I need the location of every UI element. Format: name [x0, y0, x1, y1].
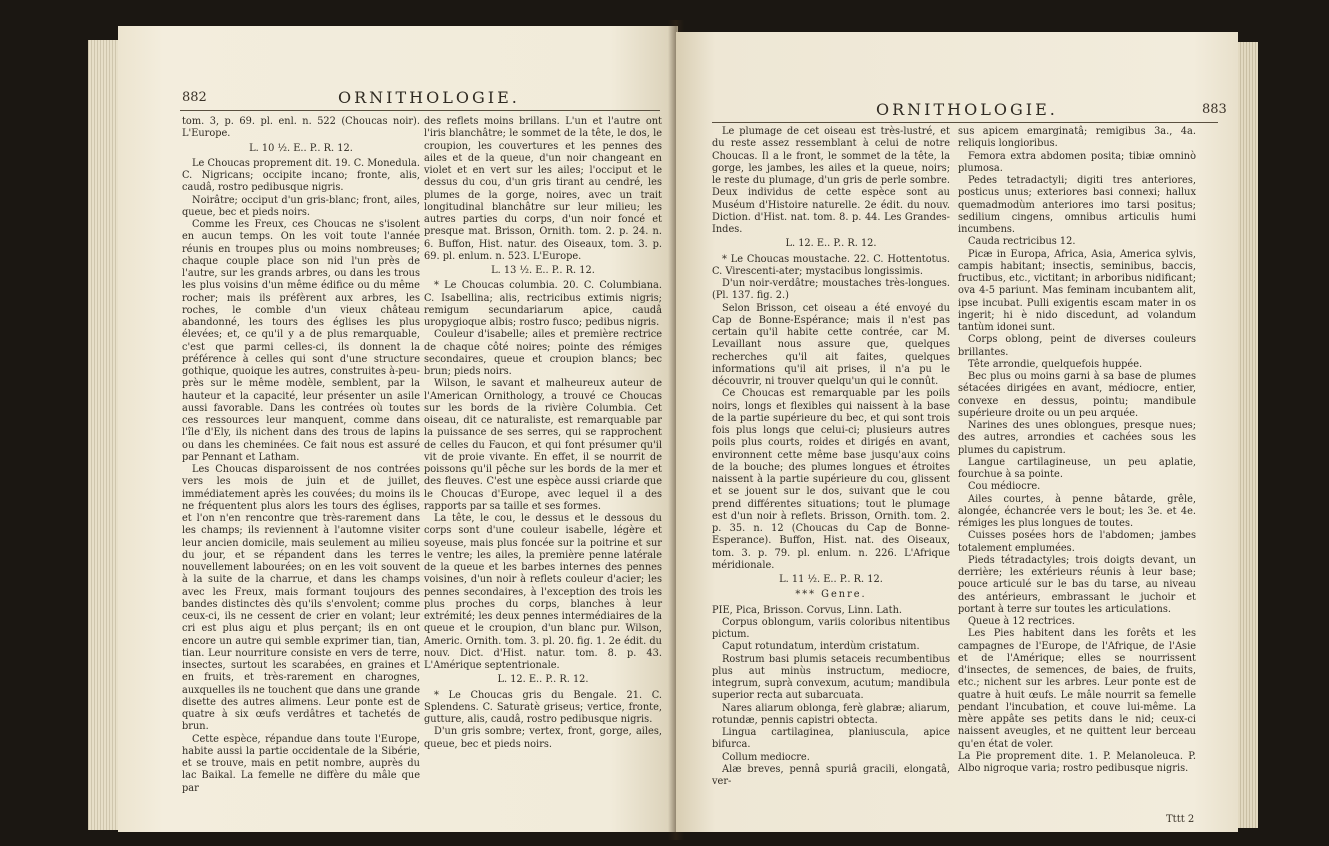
c3-latin-char: Lingua cartilaginea, planiuscula, apice bifurca.	[712, 727, 950, 751]
c4-text: Langue cartilagineuse, un peu aplatie, fourchue à sa pointe.	[958, 456, 1196, 480]
c1-text: Cette espèce, répandue dans toute l'Europe, habite aussi la partie occidentale de la Sibérie, et se trouve, mais en petit nombre, auprès du lac Baikal. La femelle ne diffère du mâle que par	[182, 733, 420, 794]
left-running-head: ORNITHOLOGIE.	[338, 88, 520, 107]
right-running-head: ORNITHOLOGIE.	[876, 100, 1058, 119]
c1-text: Comme les Freux, ces Choucas ne s'isolent en aucun temps. On les voit toute l'année réunis en troupes plus ou moins nombreuses; chaque couple place son nid l'un près de l'autre, sur les grands arbres, ou dans les trous les plus voisins d'un même édifice ou du même rocher; mais ils préfèrent aux arbres, les roches, le comble d'un vieux château abandonné, les tours des églises les plus élevées; et, ce qu'il y a de plus remarquable, c'est que parmi celles-ci, ils donnent la préférence à celles qui sont d'une structure gothique, quoique les autres, construites à-peu-près sur le même modèle, semblent, par la hauteur et la capacité, leur présenter un asile aussi favorable. Dans les contrées où toutes ces ressources leur manquent, comme dans l'île d'Ely, ils nichent dans des trous de lapins ou dans les cheminées. Ce fait nous est assuré par Pennant et Latham.	[182, 219, 420, 463]
c2-text: La tête, le cou, le dessus et le dessous du corps sont d'une couleur isabelle, légère et soyeuse, mais plus foncée sur la poitrine et sur le ventre; les ailes, la première penne latérale de la queue et les barbes internes des pennes voisines, d'un noir à reflets couleur d'acier; les pennes secondaires, à l'exception des trois les plus proches du corps, blanches à leur extrémité; les deux pennes intermédiaires de la queue et le croupion, d'un blanc pur. Wilson, Americ. Ornith. tom. 3. pl. 20. fig. 1. 2e édit. du nouv. Dict. d'Hist. natur. tom. 8. p. 43. L'Amérique septentrionale.	[424, 513, 662, 671]
c3-measure: L. 11 ½. E.. P.. R. 12.	[779, 574, 883, 585]
genus-name: PIE, Pica, Brisson. Corvus, Linn. Lath.	[712, 604, 903, 616]
c4-text: Femora extra abdomen posita; tibiæ omninò plumosa.	[958, 150, 1196, 174]
c3-latin-char: Caput rotundatum, interdùm cristatum.	[722, 641, 920, 653]
left-page	[118, 26, 678, 832]
c1-text: Noirâtre; occiput d'un gris-blanc; front, ailes, queue, bec et pieds noirs.	[182, 194, 420, 218]
c4-text: Tête arrondie, quelquefois huppée.	[968, 358, 1143, 370]
c4-text: Corps oblong, peint de diverses couleurs brillantes.	[958, 334, 1196, 358]
c3-latin-char: Nares aliarum oblonga, ferè glabræ; aliarum, rotundæ, pennis capistri obtecta.	[712, 702, 950, 726]
c3-text: Le plumage de cet oiseau est très-lustré, et du reste assez ressemblant à celui de notre Choucas. Il a le front, le sommet de la tête, la gorge, les jambes, les ailes et la queue, noirs; le reste du plumage, d'un gris de perle sombre. Deux individus de cette espèce sont au Muséum d'Histoire naturelle. 2e édit. du nouv. Diction. d'Hist. nat. tom. 8. p. 44. Les Grandes-Indes.	[712, 126, 950, 235]
c3-text: D'un noir-verdâtre; moustaches très-longues. (Pl. 137. fig. 2.)	[712, 278, 950, 302]
c2-text: Couleur d'isabelle; ailes et première rectrice de chaque côté noires; pointe des rémiges secondaires, queue et croupion blancs; bec brun; pieds noirs.	[424, 329, 662, 377]
c3-latin-char: Corpus oblongum, variis coloribus nitentibus pictum.	[712, 616, 950, 640]
left-page-number: 882	[182, 90, 207, 105]
c4-text: Bec plus ou moins garni à sa base de plumes sétacées dirigées en avant, médiocre, entier, convexe en dessus, pointu; mandibule supérieure droite ou un peu arquée.	[958, 371, 1196, 419]
c4-text: Pieds tétradactyles; trois doigts devant, un derrière; les extérieurs réunis à leur base; pouce articulé sur le bas du tarse, au niveau des antérieurs, embrassant le juchoir et portant à terre sur toutes les articulations.	[958, 554, 1196, 615]
signature-mark: Tttt 2	[1166, 814, 1195, 825]
c4-text: Cauda rectricibus 12.	[968, 236, 1076, 248]
c4-text: sus apicem emarginatâ; remigibus 3a., 4a. reliquis longioribus.	[958, 126, 1196, 150]
c4-text: Pedes tetradactyli; digiti tres anteriores, posticus unus; exteriores basi connexi; hallux quemadmodùm anteriores imo tarsi positus; sedilium cingens, omnibus articulis humi incumbens.	[958, 175, 1196, 235]
c1-text: tom. 3, p. 69. pl. enl. n. 522 (Choucas noir). L'Europe.	[182, 116, 420, 140]
c4-species-heading: La Pie proprement dite. 1. P. Melanoleuca. P. Albo nigroque varia; rostro pedibusque nigris.	[958, 750, 1196, 774]
right-head-rule	[712, 122, 1218, 123]
c4-text: Cou médiocre.	[968, 481, 1041, 493]
c2-measure: L. 12. E.. P.. R. 12.	[497, 674, 589, 686]
right-page-number: 883	[1202, 102, 1227, 117]
c4-text: Les Pies habitent dans les forêts et les campagnes de l'Europe, de l'Afrique, de l'Asie et de l'Amérique; elles se nourrissent d'insectes, de semences, de baies, de fruits, etc.; nichent sur les arbres. Leur ponte est de quatre à huit œufs. Le mâle nourrit sa femelle pendant l'incubation, et couve lui-même. La mère appâte ses petits dans le nid; ceux-ci naissent aveugles, et ne quittent leur berceau qu'en état de voler.	[958, 628, 1196, 750]
c3-measure: L. 12. E.. P.. R. 12.	[785, 238, 877, 250]
right-column-1	[712, 126, 950, 788]
c2-text: des reflets moins brillans. L'un et l'autre ont l'iris blanchâtre; le sommet de la tête, le dos, le croupion, les couvertures et les pennes des ailes et de la queue, d'un noir changeant en violet et en vert sur les ailes; l'occiput et le dessus du cou, d'un gris tirant au cendré, les plumes de la gorge, noires, avec un trait longitudinal blanchâtre sur leur milieu; les autres parties du corps, d'un noir foncé et presque mat. Brisson, Ornith. tom. 2. p. 24. n. 6. Buffon, Hist. natur. des Oiseaux, tom. 3. p. 69. pl. enlum. n. 523. L'Europe.	[424, 116, 662, 262]
c3-species-heading: * Le Choucas moustache. 22. C. Hottentotus. C. Virescenti-ater; mystacibus longissimis.	[712, 253, 950, 277]
c2-text: Wilson, le savant et malheureux auteur de l'American Ornithology, a trouvé ce Choucas sur les bords de la rivière Columbia. Cet oiseau, dit ce naturaliste, est remarquable par la puissance de ses serres, qui se rapprochent de celles du Faucon, et qui font présumer qu'il vit de proie vivante. En effet, il se nourrit de poissons qu'il pêche sur les bords de la mer et des fleuves. C'est une espèce aussi criarde que le Choucas d'Europe, avec lequel il a des rapports par sa taille et ses formes.	[424, 378, 662, 512]
genus-heading: *** Genre.	[795, 589, 867, 601]
c3-latin-char: Rostrum basi plumis setaceis recumbentibus plus aut minùs instructum, mediocre, integrum, suprà convexum, acutum; mandibula superior recta aut subarcuata.	[712, 653, 950, 702]
c4-text: Cuisses posées hors de l'abdomen; jambes totalement emplumées.	[958, 530, 1196, 554]
c1-measure: L. 10 ½. E.. P.. R. 12.	[249, 142, 353, 154]
right-page	[676, 32, 1238, 832]
left-column-1	[182, 116, 420, 795]
c3-latin-char: Alæ breves, pennâ spuriâ gracili, elongatâ, ver-	[712, 763, 950, 787]
c2-species-heading: * Le Choucas columbia. 20. C. Columbiana. C. Isabellina; alis, rectricibus extimis nigris; remigum secundariarum apice, caudâ uropygioque albis; rostro fusco; pedibus nigris.	[424, 280, 662, 328]
c1-species-heading: Le Choucas proprement dit. 19. C. Monedula. C. Nigricans; occipite incano; fronte, alis, caudâ, rostro pedibusque nigris.	[182, 157, 420, 194]
c4-text: Queue à 12 rectrices.	[968, 616, 1076, 627]
right-column-2	[958, 126, 1196, 775]
c4-text: Ailes courtes, à penne bâtarde, grêle, alongée, échancrée vers le bout; les 3e. et 4e. rémiges les plus longues de toutes.	[958, 493, 1196, 529]
c3-latin-char: Collum mediocre.	[722, 751, 810, 763]
c2-measure: L. 13 ½. E.. P.. R. 12.	[491, 265, 595, 276]
left-head-rule	[180, 110, 660, 111]
c4-text: Narines des unes oblongues, presque nues; des autres, arrondies et cachées sous les plumes du capistrum.	[958, 420, 1196, 456]
c3-text: Selon Brisson, cet oiseau a été envoyé du Cap de Bonne-Espérance; mais il n'est pas certain qu'il habite cette contrée, car M. Levaillant nous assure que, quelques recherches qu'il ait faites, quelques informations qu'il ait prises, il n'a pu le découvrir, ni trouver quelqu'un qui le connût.	[712, 302, 950, 387]
c2-species-heading: * Le Choucas gris du Bengale. 21. C. Splendens. C. Saturatè griseus; vertice, fronte, gutture, alis, caudâ, rostro pedibusque nigris.	[424, 689, 662, 725]
left-column-2	[424, 116, 662, 751]
c3-text: Ce Choucas est remarquable par les poils noirs, longs et flexibles qui naissent à la base de la partie supérieure du bec, et qui sont trois fois plus longs que celui-ci; plusieurs autres poils plus courts, roides et dirigés en avant, environnent cette même base jusqu'aux coins de la bouche; des plumes longues et étroites naissent à la partie supérieure du cou, glissent et se jouent sur le dos, suivant que le cou prend différentes situations; tout le plumage est d'un noir à reflets. Brisson, Ornith. tom. 2. p. 35. n. 12 (Choucas du Cap de Bonne-Esperance). Buffon, Hist. nat. des Oiseaux, tom. 3. p. 79. pl. enlum. n. 226. L'Afrique méridionale.	[712, 388, 950, 571]
c4-text: Picæ in Europa, Africa, Asia, America sylvis, campis habitant; insectis, seminibus, baccis, fructibus, etc., victitant; in arboribus nidificant; ova 4-5 pariunt. Mas feminam incubantem alit, ipse incubat. Pulli exigentis escam mater in os ingerit; hi è nido discedunt, ad volandum tantùm idonei sunt.	[958, 248, 1196, 333]
c1-text: Les Choucas disparoissent de nos contrées vers les mois de juin et de juillet, immédiatement après les couvées; du moins ils ne fréquentent plus alors les tours des églises, et l'on n'en rencontre que très-rarement dans les champs; ils reviennent à l'automne visiter leur ancien domicile, mais seulement au milieu du jour, et se répandent dans les terres nouvellement labourées; on en les voit souvent à la suite de la charrue, et dans les champs avec les Freux, mais formant toujours des bandes distinctes dès qu'ils s'envolent; comme ceux-ci, ils ne cessent de crier en volant; leur cri est plus aigu et plus perçant; ils en ont encore un autre qui semble exprimer tian, tian, tian. Leur nourriture consiste en vers de terre, insectes, surtout les scarabées, en graines et en fruits, et très-rarement en charognes, auxquelles ils ne touchent que dans une grande disette des autres alimens. Leur ponte est de quatre à six œufs verdâtres et tachetés de brun.	[182, 464, 420, 733]
c2-text: D'un gris sombre; vertex, front, gorge, ailes, queue, bec et pieds noirs.	[424, 726, 662, 750]
